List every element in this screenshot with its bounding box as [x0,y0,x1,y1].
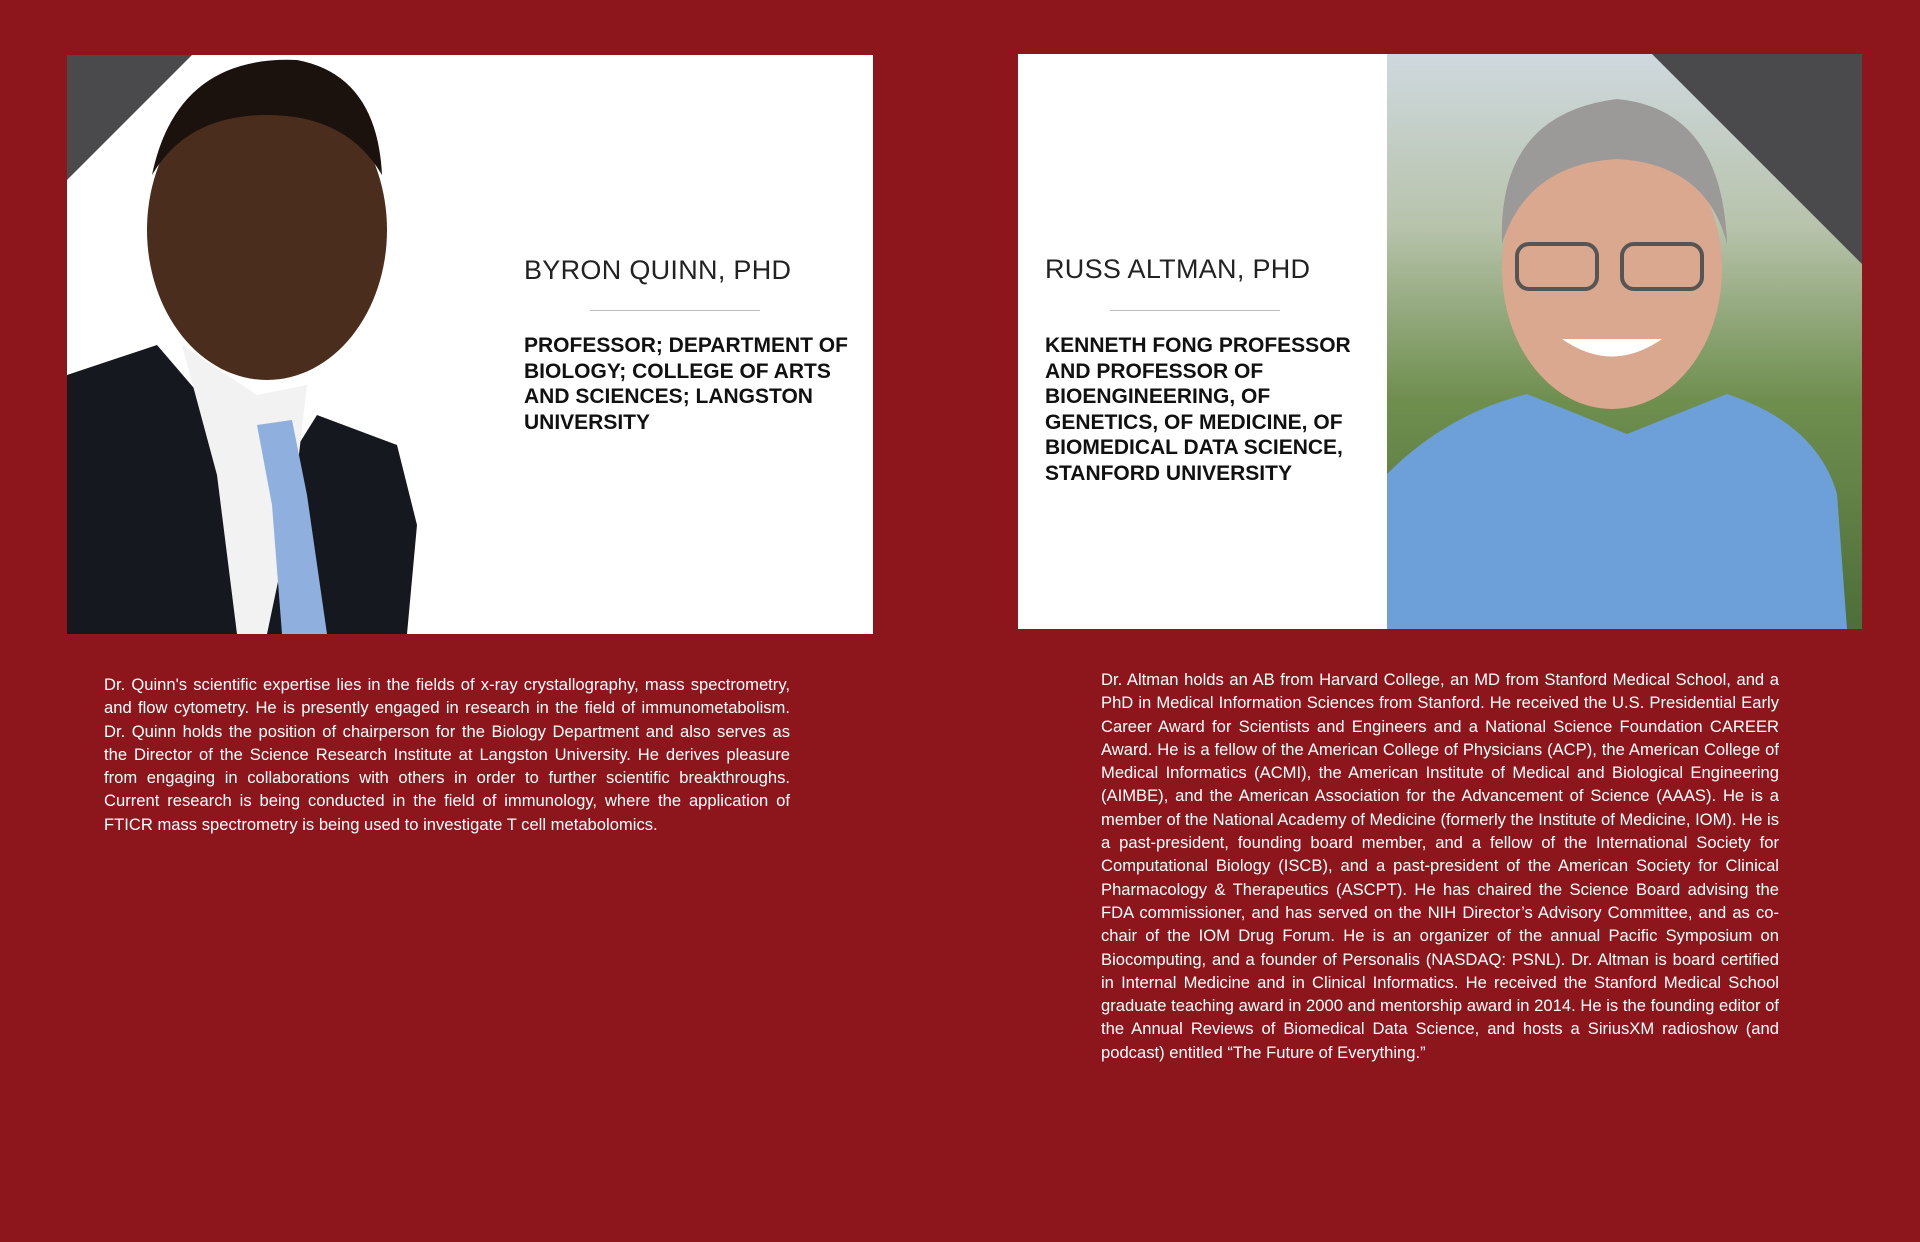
speaker-title: PROFESSOR; DEPARTMENT OF BIOLOGY; COLLEGE OF ARTS AND SCIENCES; LANGSTON UNIVERSITY [524,334,848,434]
speaker-title: KENNETH FONG PROFESSOR AND PROFESSOR OF BIOENGINEERING, OF GENETICS, OF MEDICINE, OF BIOMEDICAL DATA SCIENCE, STANFORD UNIVERSITY [1045,334,1351,485]
profile-card-byron-quinn [67,55,873,634]
profile-card-russ-altman [1018,54,1862,629]
divider [590,310,760,311]
speaker-name: BYRON QUINN, PHD [524,255,792,285]
speaker-bio-altman: Dr. Altman holds an AB from Harvard College, an MD from Stanford Medical School, and a PhD in Medical Information Sciences from Stanford. He received the U.S. Presidential Early Career Award for Scientists and Engineers and a National Science Foundation CAREER Award. He is a fellow of the American College of Physicians (ACP), the American College of Medical Informatics (ACMI), the American Institute of Medical and Biological Engineering (AIMBE), and the American Association for the Advancement of Science (AAAS). He is a member of the National Academy of Medicine (formerly the Institute of Medicine, IOM). He is a past-president, founding board member, and a fellow of the International Society for Computational Biology (ISCB), and a past-president of the American Society for Clinical Pharmacology & Therapeutics (ASCPT). He has chaired the Science Board advising the FDA commissioner, and has served on the NIH Director’s Advisory Committee, and as co-chair of the IOM Drug Forum. He is an organizer of the annual Pacific Symposium on Biocomputing, and a founder of Personalis (NASDAQ: PSNL). Dr. Altman is board certified in Internal Medicine and in Clinical Informatics. He received the Stanford Medical School graduate teaching award in 2000 and mentorship award in 2014. He is the founding editor of the Annual Reviews of Biomedical Data Science, and hosts a SiriusXM radioshow (and podcast) entitled “The Future of Everything.” [1101,670,1779,1062]
speaker-bio-quinn: Dr. Quinn's scientific expertise lies in the fields of x-ray crystallography, mass spectrometry, and flow cytometry. He is presently engaged in research in the field of immunometabolism. Dr. Quinn holds the position of chairperson for the Biology Department and also serves as the Director of the Science Research Institute at Langston University. He derives pleasure from engaging in collaborations with others in order to further scientific breakthroughs. Current research is being conducted in the field of immunology, where the application of FTICR mass spectrometry is being used to investigate T cell metabolomics. [104,675,790,834]
corner-accent [1652,54,1862,264]
divider [1110,310,1280,311]
speaker-name: RUSS ALTMAN, PHD [1045,254,1311,284]
corner-accent [67,55,192,180]
